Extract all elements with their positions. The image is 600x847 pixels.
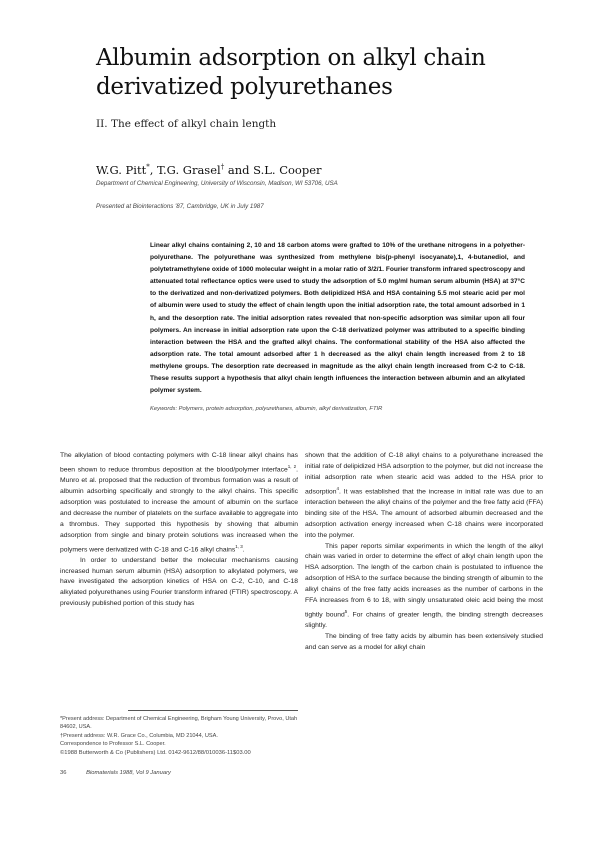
keywords: Keywords: Polymers, protein adsorption, polyurethanes, albumin, alkyl derivatization, FTIR: [150, 406, 383, 412]
abstract: Linear alkyl chains containing 2, 10 and 18 carbon atoms were grafted to 10% of the urethane nitrogens in a polyether-polyurethane. The polyurethane was synthesized from methylene bis(p-phenyl isocyanate),1, 4-butanediol, and polytetramethylene oxide of 1000 molecular weight in a molar ratio of 3/2/1. Fourier transform infrared spectroscopy and attenuated total reflectance optics were used to study the adsorption of 5.0 mg/ml human serum albumin (HSA) at 37°C to the derivatized and non-derivatized polymers. Both delipidized HSA and HSA containing 5.5 mol stearic acid per mol of albumin were used to study the effect of chain length upon the initial adsorption rate, the total amount adsorbed in 1 h, and the desorption rate. The initial adsorption rates revealed that non-specific adsorption was similar upon all four polymers. An increase in initial adsorption rate upon the C-18 derivatized polymer was attributed to a specific binding interaction between the HSA and the grafted alkyl chains. The conformational stability of the HSA also affected the adsorption rate. The total amount adsorbed after 1 h decreased as the alkyl chain length increased from 2 to 18 methylene groups. The desorption rate decreased in magnitude as the alkyl chain length increased from C-2 to C-18. These results support a hypothesis that alkyl chain length influences the interaction between albumin and an alkylated polymer system.: [150, 242, 525, 395]
journal-citation: Biomaterials 1988, Vol 9 January: [86, 770, 171, 776]
author-mark: *: [146, 163, 150, 172]
paragraph: The binding of free fatty acids by albumin has been extensively studied and can serve as a model for alkyl chain: [305, 633, 543, 651]
footnotes: [60, 715, 300, 748]
paragraph: The alkylation of blood contacting polymers with C-18 linear alkyl chains has been shown to reduce thrombus deposition at the blood/polymer interface$^{1, 2}$. Munro et al. proposed that the reduction of thrombus formation was a result of albumin adsorbing specifically and strongly to the alkyl chains. This specific adsorption was postulated to increase the amount of albumin on the surface and decrease the number of platelets on the surface available to aggregate into a thrombus. They supported this hypothesis by showing that albumin adsorption from single and binary protein solutions was increased when the polymers were derivatized with C-18 and C-16 alkyl chains$^{1, 3}$.: [60, 452, 298, 553]
article-title: Albumin adsorption on alkyl chain derivatized polyurethanes: [96, 45, 486, 100]
paragraph: This paper reports similar experiments in which the length of the alkyl chain was varied in order to determine the effect of alkyl chain length upon the HSA adsorption. The length of the carbon chain is postulated to influence the adsorption of HSA to the surface because the binding strength of albumin to the alkyl chains of the free fatty acids increases as the number of carbons in the FFA increases from 6 to 18, with singly unsaturated oleic acid being the most tightly bound$^5$. For chains of greater length, the binding strength decreases slightly.: [305, 542, 543, 630]
author-name: T.G. Grasel: [157, 163, 221, 177]
article-subtitle: II. The effect of alkyl chain length: [96, 118, 277, 130]
page-number: 36: [60, 770, 67, 776]
author-separator: and: [224, 163, 254, 177]
presented-note: Presented at Biointeractions '87, Cambridge, UK in July 1987: [96, 203, 264, 210]
author-list: [96, 163, 322, 177]
affiliation: Department of Chemical Engineering, University of Wisconsin, Madison, WI 53706, USA: [96, 180, 338, 187]
paragraph: shown that the addition of C-18 alkyl chains to a polyurethane increased the initial rate of delipidized HSA adsorption to the polymer, but did not increase the initial adsorption rate when stearic acid was added to the HSA prior to adsorption$^4$. It was established that the increase in initial rate was due to an interaction between the alkyl chains of the polymer and the free fatty acid (FFA) binding site of the HSA. The amount of adsorbed albumin decreased and the adsorption activation energy increased when C-18 chains were incorporated into the polymer.: [305, 452, 543, 539]
body-column-right: [305, 451, 543, 654]
paragraph: In order to understand better the molecular mechanisms causing increased human serum albumin (HSA) adsorption to alkylated polymers, we have investigated the adsorption kinetics of HSA on C-2, C-10, and C-18 alkylated polyurethanes using Fourier transform infrared (FTIR) spectroscopy. A previously published portion of this study has: [60, 556, 298, 608]
footnote-divider: [128, 710, 298, 711]
footnote: *Present address: Department of Chemical Engineering, Brigham Young University, Provo, Utah 84602, USA.: [60, 716, 298, 731]
body-column-left: [60, 451, 298, 610]
footnote: †Present address: W.R. Grace Co., Columbia, MD 21044, USA.: [60, 732, 218, 739]
footnote: Correspondence to Professor S.L. Cooper.: [60, 740, 166, 747]
author-mark: †: [220, 163, 225, 172]
author-name: W.G. Pitt: [96, 163, 147, 177]
copyright-line: ©1988 Butterworth & Co (Publishers) Ltd. 0142-9612/88/010036-11$03.00: [60, 750, 251, 756]
page-footer: [60, 770, 171, 776]
author-separator: ,: [149, 163, 158, 177]
author-name: S.L. Cooper: [253, 163, 322, 177]
